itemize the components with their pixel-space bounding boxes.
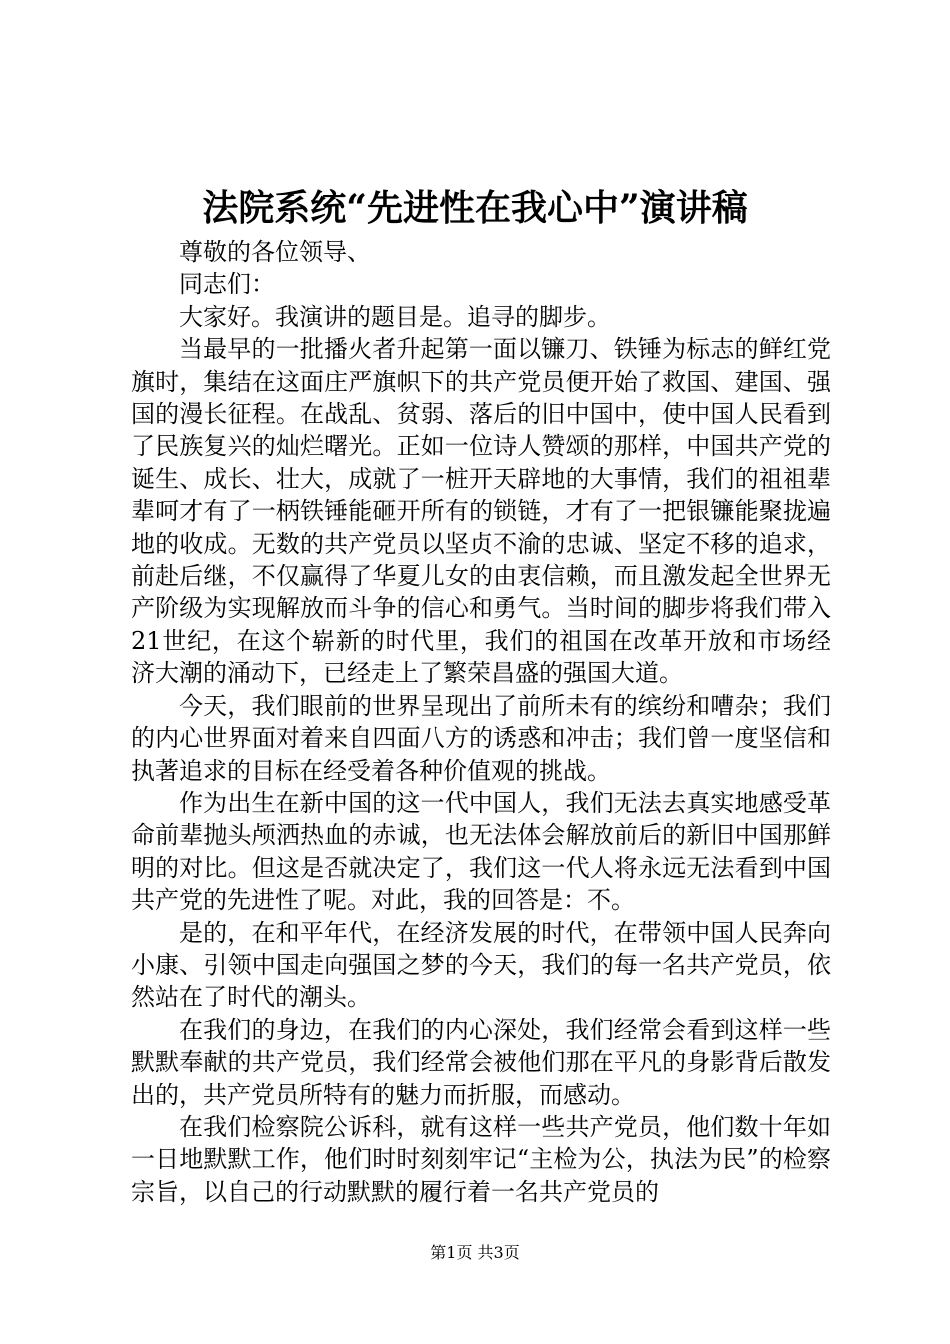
paragraph: 作为出生在新中国的这一代中国人，我们无法去真实地感受革命前辈抛头颅洒热血的赤诚，也无法体会解放前后的新旧中国那鲜明的对比。但这是否就决定了，我们这一代人将永远无法看到中国共产党的先进性了呢。对此，我的回答是：不。 [131,788,831,915]
paragraph: 当最早的一批播火者升起第一面以镰刀、铁锤为标志的鲜红党旗时，集结在这面庄严旗帜下的共产党员便开始了救国、建国、强国的漫长征程。在战乱、贫弱、落后的旧中国中，使中国人民看到了民族复兴的灿烂曙光。正如一位诗人赞颂的那样，中国共产党的诞生、成长、壮大，成就了一桩开天辟地的大事情，我们的祖祖辈辈呵才有了一柄铁锤能砸开所有的锁链，才有了一把银镰能聚拢遍地的收成。无数的共产党员以坚贞不渝的忠诚、坚定不移的追求，前赴后继，不仅赢得了华夏儿女的由衷信赖，而且激发起全世界无产阶级为实现解放而斗争的信心和勇气。当时间的脚步将我们带入21世纪，在这个崭新的时代里，我们的祖国在改革开放和市场经济大潮的涌动下，已经走上了繁荣昌盛的强国大道。 [131,335,831,688]
paragraph: 在我们的身边，在我们的内心深处，我们经常会看到这样一些默默奉献的共产党员，我们经常会被他们那在平凡的身影背后散发出的，共产党员所特有的魅力而折服，而感动。 [131,1015,831,1109]
paragraph: 大家好。我演讲的题目是。追寻的脚步。 [179,302,611,331]
document-title: 法院系统“先进性在我心中”演讲稿 [202,187,748,229]
document-body [131,236,831,1208]
paragraph: 今天，我们眼前的世界呈现出了前所未有的缤纷和嘈杂；我们的内心世界面对着来自四面八方的诱惑和冲击；我们曾一度坚信和执著追求的目标在经受着各种价值观的挑战。 [131,691,831,785]
paragraph: 是的，在和平年代，在经济发展的时代，在带领中国人民奔向小康、引领中国走向强国之梦的今天，我们的每一名共产党员，依然站在了时代的潮头。 [131,918,831,1012]
paragraph: 尊敬的各位领导、 [179,238,371,266]
paragraph: 在我们检察院公诉科，就有这样一些共产党员，他们数十年如一日地默默工作，他们时时刻刻牢记“主检为公，执法为民”的检察宗旨，以自己的行动默默的履行着一名共产党员的 [131,1112,831,1206]
page-footer: 第1页 共3页 [430,1243,520,1262]
paragraph: 同志们： [179,270,275,299]
